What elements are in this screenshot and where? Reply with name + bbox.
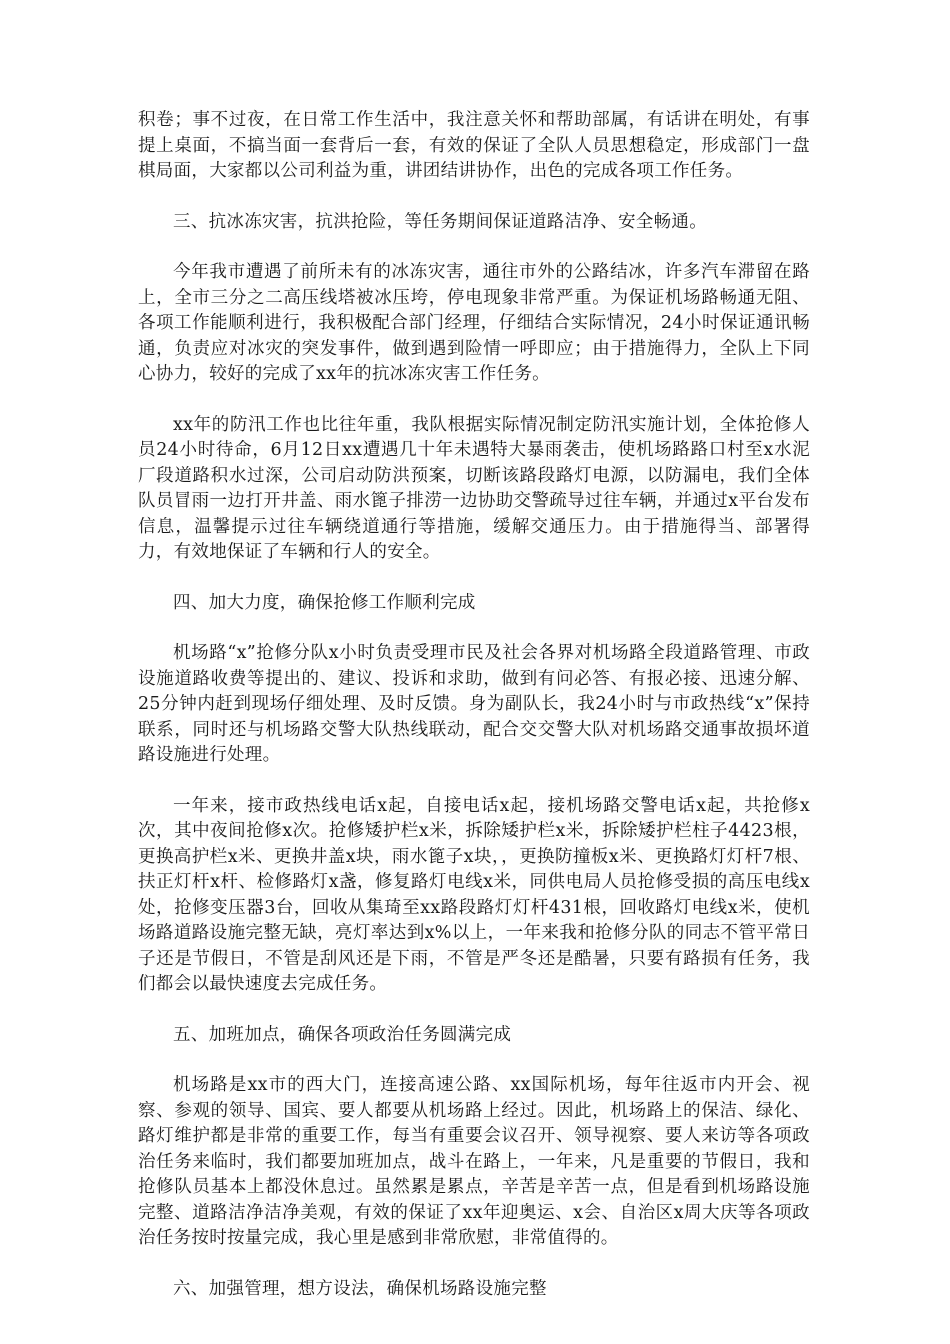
paragraph-ice-disaster: 今年我市遭遇了前所未有的冰冻灾害，通往市外的公路结冰，许多汽车滞留在路上，全市三分之二高压线塔被冰压垮，停电现象非常严重。为保证机场路畅通无阻、各项工作能顺利进行，我积极配合部门经理，仔细结合实际情况，24小时保证通讯畅通，负责应对冰灾的突发事件，做到遇到险情一呼即应；由于措施得力，全队上下同心协力，较好的完成了xx年的抗冰冻灾害工作任务。 (138, 262, 810, 384)
paragraph-political-tasks: 机场路是xx市的西大门，连接高速公路、xx国际机场，每年往返市内开会、视察、参观的领导、国宾、要人都要从机场路上经过。因此，机场路上的保洁、绿化、路灯维护都是非常的重要工作，每当有重要会议召开、领导视察、要人来访等各项政治任务来临时，我们都要加班加点，战斗在路上，一年来，凡是重要的节假日，我和抢修队员基本上都没休息过。虽然累是累点，辛苦是辛苦一点，但是看到机场路设施完整、道路洁净洁净美观，有效的保证了xx年迎奥运、x会、自治区x周大庆等各项政治任务按时按量完成，我心里是感到非常欣慰，非常值得的。 (138, 1075, 810, 1248)
section-heading-6: 六、加强管理，想方设法，确保机场路设施完整 (173, 1278, 547, 1299)
paragraph-teamwork-continued: 积卷；事不过夜，在日常工作生活中，我注意关怀和帮助部属，有话讲在明处，有事提上桌面，不搞当面一套背后一套，有效的保证了全队人员思想稳定，形成部门一盘棋局面，大家都以公司利益为重，讲团结讲协作，出色的完成各项工作任务。 (138, 110, 810, 181)
paragraph-flood-control: xx年的防汛工作也比往年重，我队根据实际情况制定防汛实施计划，全体抢修人员24小时待命，6月12日xx遭遇几十年未遇特大暴雨袭击，使机场路路口村至x水泥厂段道路积水过深，公司启动防洪预案，切断该路段路灯电源，以防漏电，我们全体队员冒雨一边打开井盖、雨水篦子排涝一边协助交警疏导过往车辆，并通过x平台发布信息，温馨提示过往车辆绕道通行等措施，缓解交通压力。由于措施得当、部署得力，有效地保证了车辆和行人的安全。 (138, 414, 810, 562)
paragraph-repair-statistics: 一年来，接市政热线电话x起，自接电话x起，接机场路交警电话x起，共抢修x次，其中夜间抢修x次。抢修矮护栏x米，拆除矮护栏x米，拆除矮护栏柱子4423根，更换高护栏x米、更换井盖x块，雨水篦子x块，，更换防撞板x米、更换路灯灯杆7根、扶正灯杆x杆、检修路灯x盏，修复路灯电线x米，同供电局人员抢修受损的高压电线x处，抢修变压器3台，回收从集琦至xx路段路灯灯杆431根，回收路灯电线x米，使机场路道路设施完整无缺，亮灯率达到x%以上，一年来我和抢修分队的同志不管平常日子还是节假日，不管是刮风还是下雨，不管是严冬还是酷暑，只要有路损有任务，我们都会以最快速度去完成任务。 (138, 795, 810, 994)
paragraph-repair-hotline: 机场路“x”抢修分队x小时负责受理市民及社会各界对机场路全段道路管理、市政设施道路收费等提出的、建议、投诉和求助，做到有问必答、有报必接、迅速分解、25分钟内赶到现场仔细处理、及时反馈。身为副队长，我24小时与市政热线“x”保持联系，同时还与机场路交警大队热线联动，配合交交警大队对机场路交通事故损坏道路设施进行处理。 (138, 643, 810, 765)
section-heading-5: 五、加班加点，确保各项政治任务圆满完成 (173, 1024, 512, 1045)
section-heading-3: 三、抗冰冻灾害，抗洪抢险，等任务期间保证道路洁净、安全畅通。 (173, 211, 707, 232)
document-body (138, 108, 810, 1327)
section-heading-4: 四、加大力度，确保抢修工作顺利完成 (173, 592, 476, 613)
